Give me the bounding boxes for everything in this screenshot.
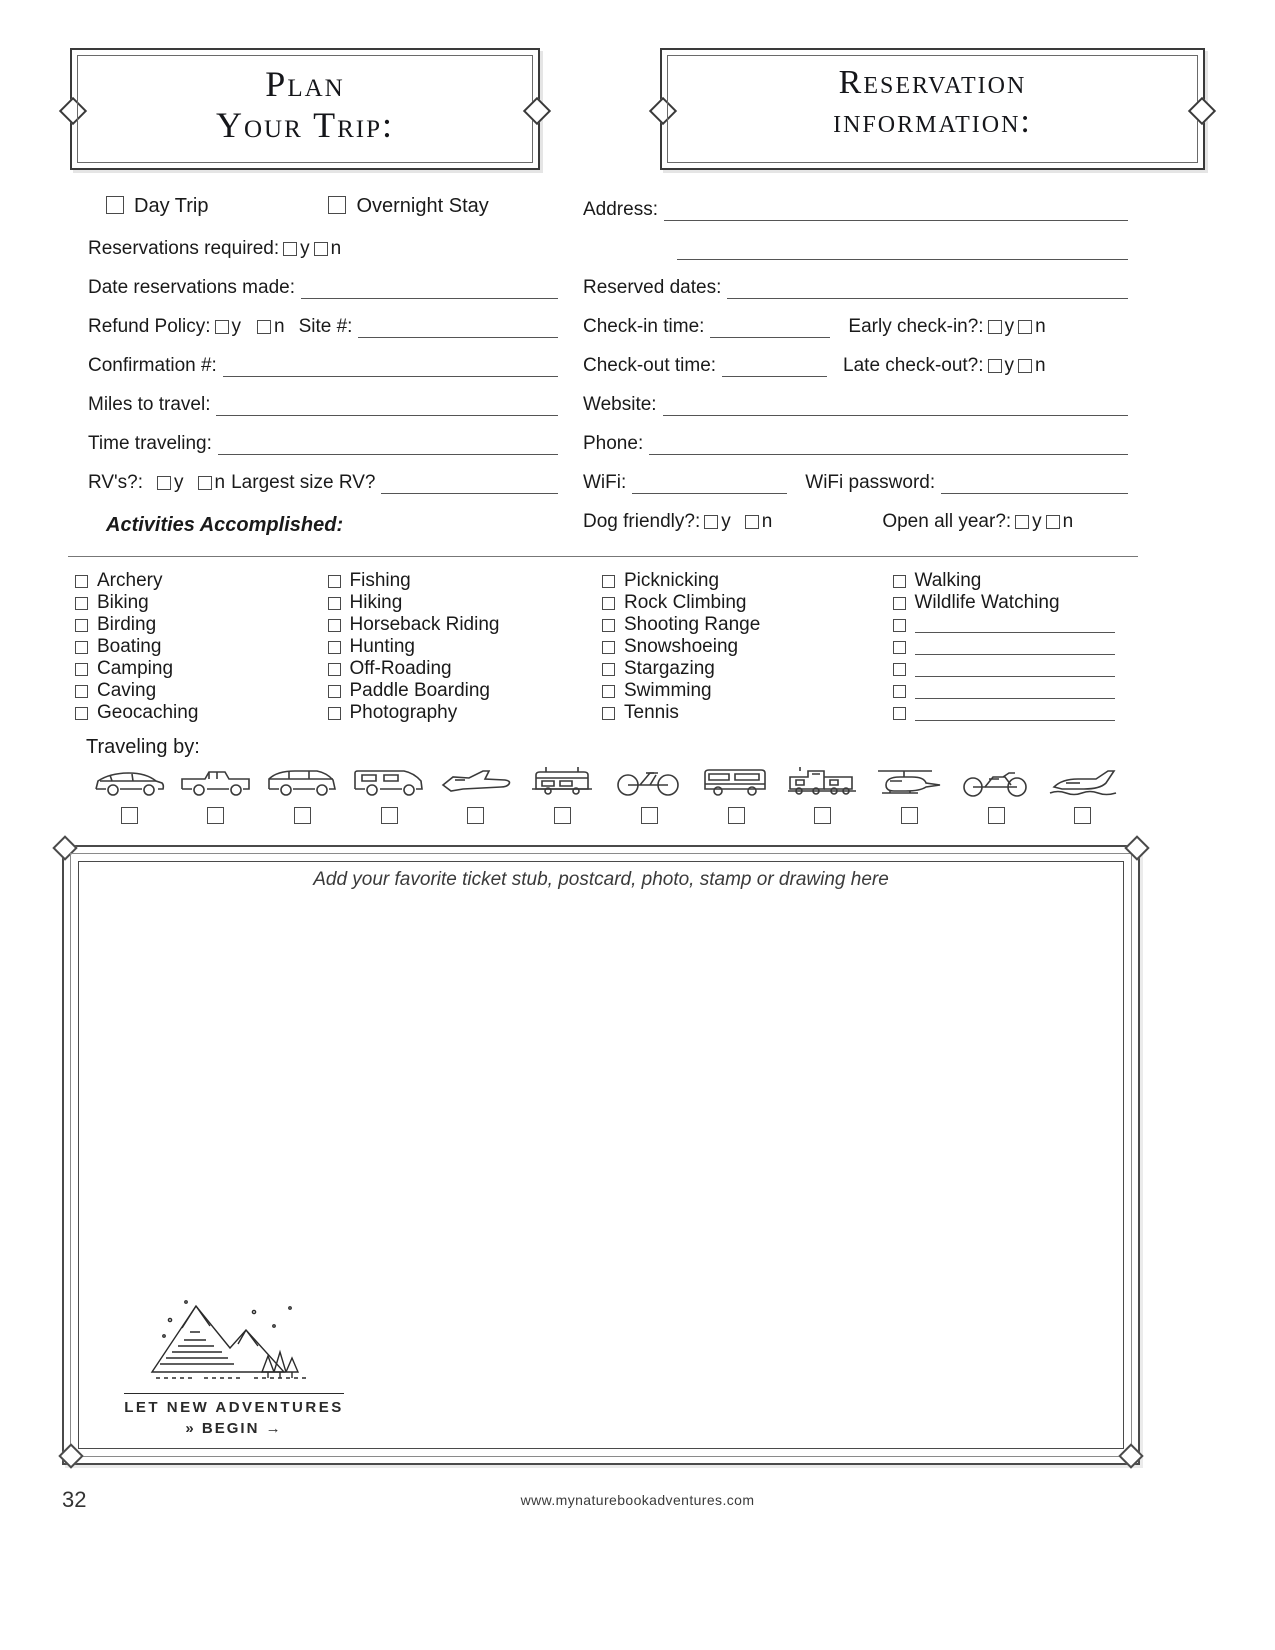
activity-checkbox[interactable] [328, 663, 341, 676]
refund-policy-label: Refund Policy: [88, 316, 211, 337]
traveling-mode-bus[interactable] [693, 765, 779, 827]
frame-caption: Add your favorite ticket stub, postcard, photo, stamp or drawing here [313, 869, 889, 890]
activity-checkbox[interactable] [602, 707, 615, 720]
activity-checkbox[interactable] [75, 663, 88, 676]
activity-item[interactable] [75, 680, 328, 702]
wifi-label: WiFi: [583, 472, 627, 493]
address-input-line-1[interactable] [664, 200, 1128, 221]
late-check-out-label: Late check-out?: [843, 355, 984, 376]
activity-checkbox[interactable] [75, 707, 88, 720]
traveling-mode-bicycle-checkbox[interactable] [641, 807, 658, 824]
activity-blank-input[interactable] [915, 684, 1115, 699]
activities-column-2 [328, 570, 581, 724]
confirmation-input[interactable] [223, 356, 558, 377]
activity-checkbox[interactable] [328, 619, 341, 632]
activity-checkbox[interactable] [602, 619, 615, 632]
activity-label: Horseback Riding [349, 614, 500, 635]
activity-item[interactable] [328, 636, 581, 658]
activities-column-3 [580, 570, 855, 724]
address-label: Address: [583, 199, 658, 220]
wifi-password-input[interactable] [941, 473, 1128, 494]
open-all-year-yes[interactable] [1011, 511, 1042, 533]
activity-item[interactable] [328, 658, 581, 680]
date-reservations-made-row [88, 273, 558, 299]
rv-row [88, 468, 558, 494]
traveling-mode-train-checkbox[interactable] [814, 807, 831, 824]
traveling-mode-jetski[interactable] [1040, 765, 1126, 827]
yes-label: y [1004, 316, 1015, 337]
early-check-in-no-checkbox[interactable] [1018, 320, 1032, 334]
activity-label: Stargazing [624, 658, 715, 679]
footer-website: www.mynaturebookadventures.com [520, 1492, 755, 1508]
yes-label: y [1004, 355, 1015, 376]
activity-label: Photography [349, 702, 458, 723]
yes-label: y [721, 511, 731, 532]
activity-item-blank[interactable] [893, 636, 1146, 658]
reservations-required-label: Reservations required: [88, 238, 280, 259]
trip-type-options [88, 195, 558, 218]
activity-checkbox[interactable] [602, 663, 615, 676]
check-out-time-label: Check-out time: [583, 355, 717, 376]
activities-column-4 [855, 570, 1146, 724]
activity-checkbox[interactable] [893, 597, 906, 610]
activity-checkbox[interactable] [893, 663, 906, 676]
dog-friendly-yes-checkbox[interactable] [704, 515, 718, 529]
activity-blank-input[interactable] [915, 640, 1115, 655]
motorcycle-icon [959, 765, 1033, 799]
car-icon [92, 765, 166, 799]
badge-line-1: LET NEW ADVENTURES [124, 1393, 344, 1416]
late-check-out-no-checkbox[interactable] [1018, 359, 1032, 373]
header-banners [70, 48, 1205, 170]
activity-checkbox[interactable] [75, 575, 88, 588]
early-check-in-yes-checkbox[interactable] [988, 320, 1002, 334]
activity-label: Shooting Range [624, 614, 761, 635]
traveling-mode-suv[interactable] [259, 765, 345, 827]
refund-policy-no[interactable] [253, 316, 285, 338]
activity-item[interactable] [602, 570, 855, 592]
badge-line-2: » BEGIN → [185, 1420, 283, 1437]
activity-checkbox[interactable] [75, 685, 88, 698]
check-out-row [583, 351, 1128, 377]
activity-label: Hunting [349, 636, 415, 657]
reservation-information-banner [660, 48, 1205, 170]
page-number: 32 [62, 1487, 87, 1512]
activity-checkbox[interactable] [893, 685, 906, 698]
traveling-mode-airplane[interactable] [433, 765, 519, 827]
activity-label: Paddle Boarding [349, 680, 490, 701]
traveling-mode-train[interactable] [780, 765, 866, 827]
date-reservations-made-input[interactable] [301, 278, 558, 299]
activity-label: Hiking [349, 592, 403, 613]
activity-item[interactable] [75, 658, 328, 680]
early-check-in-no[interactable] [1014, 316, 1046, 338]
reserved-dates-row [583, 273, 1128, 299]
traveling-mode-motorcycle-checkbox[interactable] [988, 807, 1005, 824]
van-icon [352, 765, 426, 799]
activity-label: Tennis [624, 702, 679, 723]
activity-label: Swimming [624, 680, 712, 701]
rv-no[interactable] [194, 472, 226, 494]
overnight-stay-option[interactable] [328, 195, 488, 218]
no-label: n [761, 511, 773, 532]
activity-checkbox[interactable] [602, 575, 615, 588]
website-row [583, 390, 1128, 416]
activity-item[interactable] [328, 702, 581, 724]
activity-label: Birding [97, 614, 157, 635]
open-all-year-no[interactable] [1042, 511, 1074, 533]
miles-to-travel-row [88, 390, 558, 416]
rv-yes[interactable] [153, 472, 184, 494]
activity-item[interactable] [328, 614, 581, 636]
activity-item-blank[interactable] [893, 614, 1146, 636]
activity-checkbox[interactable] [602, 641, 615, 654]
rv-yes-checkbox[interactable] [157, 476, 171, 490]
reserved-dates-input[interactable] [727, 278, 1128, 299]
activity-item[interactable] [602, 592, 855, 614]
address-row [583, 195, 1128, 221]
open-all-year-label: Open all year?: [882, 511, 1012, 532]
activity-label: Picknicking [624, 570, 720, 591]
jetski-icon [1046, 765, 1120, 799]
reservations-required-yes[interactable] [279, 238, 310, 260]
late-check-out-no[interactable] [1014, 355, 1046, 377]
traveling-mode-van[interactable] [346, 765, 432, 827]
traveling-mode-helicopter[interactable] [866, 765, 952, 827]
reservations-required-no-checkbox[interactable] [314, 242, 328, 256]
wifi-input[interactable] [632, 473, 787, 494]
yes-label: y [300, 238, 310, 259]
activities-column-1 [75, 570, 328, 724]
day-trip-option[interactable] [106, 195, 208, 218]
activity-item[interactable] [328, 680, 581, 702]
suv-icon [265, 765, 339, 799]
activity-checkbox[interactable] [328, 707, 341, 720]
dog-friendly-no-checkbox[interactable] [745, 515, 759, 529]
activity-checkbox[interactable] [328, 685, 341, 698]
overnight-stay-checkbox[interactable] [328, 196, 346, 214]
check-in-row [583, 312, 1128, 338]
activity-label: Caving [97, 680, 157, 701]
dog-friendly-yes[interactable] [700, 511, 731, 533]
late-check-out-yes-checkbox[interactable] [988, 359, 1002, 373]
activity-checkbox[interactable] [602, 597, 615, 610]
yes-label: y [231, 316, 242, 337]
traveling-mode-pickup-truck[interactable] [173, 765, 259, 827]
check-out-time-input[interactable] [722, 356, 827, 377]
check-in-time-input[interactable] [710, 317, 830, 338]
activity-checkbox[interactable] [893, 707, 906, 720]
traveling-mode-jetski-checkbox[interactable] [1074, 807, 1091, 824]
activity-label: Camping [97, 658, 174, 679]
largest-size-rv-input[interactable] [381, 473, 558, 494]
bicycle-icon [612, 765, 686, 799]
activity-checkbox[interactable] [328, 575, 341, 588]
pickup-truck-icon [179, 765, 253, 799]
traveling-mode-bus-checkbox[interactable] [728, 807, 745, 824]
site-number-label: Site #: [298, 316, 353, 337]
reservations-required-yes-checkbox[interactable] [283, 242, 297, 256]
plan-your-trip-banner [70, 48, 540, 170]
confirmation-label: Confirmation #: [88, 355, 217, 376]
activity-label: Archery [97, 570, 163, 591]
trolley-icon [526, 765, 600, 799]
rv-no-checkbox[interactable] [198, 476, 212, 490]
largest-size-rv-label: Largest size RV? [231, 472, 376, 493]
activity-checkbox[interactable] [893, 641, 906, 654]
traveling-mode-airplane-checkbox[interactable] [467, 807, 484, 824]
activity-label: Walking [914, 570, 982, 591]
traveling-mode-suv-checkbox[interactable] [294, 807, 311, 824]
activity-checkbox[interactable] [75, 597, 88, 610]
rv-label: RV's?: [88, 472, 144, 493]
activity-checkbox[interactable] [893, 619, 906, 632]
activity-checkbox[interactable] [602, 685, 615, 698]
reservations-required-no[interactable] [310, 238, 342, 260]
banner-titles [72, 50, 538, 162]
activity-blank-input[interactable] [915, 662, 1115, 677]
yes-label: y [1032, 511, 1042, 532]
activity-label: Off-Roading [349, 658, 452, 679]
traveling-mode-motorcycle[interactable] [953, 765, 1039, 827]
activity-item[interactable] [75, 570, 328, 592]
section-divider [68, 556, 1138, 557]
reservations-required-row [88, 234, 558, 260]
check-in-time-label: Check-in time: [583, 316, 705, 337]
traveling-mode-pickup-truck-checkbox[interactable] [207, 807, 224, 824]
no-label: n [1035, 316, 1046, 337]
phone-label: Phone: [583, 433, 644, 454]
overnight-stay-label: Overnight Stay [356, 195, 489, 217]
activities-grid [75, 570, 1145, 724]
phone-row [583, 429, 1128, 455]
activity-item[interactable] [602, 658, 855, 680]
activity-item[interactable] [328, 570, 581, 592]
activity-checkbox[interactable] [75, 641, 88, 654]
activity-item-blank[interactable] [893, 658, 1146, 680]
activity-label: Geocaching [97, 702, 199, 723]
address-row-2 [583, 234, 1128, 260]
no-label: n [1035, 355, 1046, 376]
activity-item[interactable] [602, 614, 855, 636]
traveling-by-section [86, 736, 1136, 827]
site-number-input[interactable] [358, 317, 558, 338]
train-icon [786, 765, 860, 799]
wifi-password-label: WiFi password: [805, 472, 936, 493]
traveling-mode-van-checkbox[interactable] [381, 807, 398, 824]
wifi-row [583, 468, 1128, 494]
bus-icon [699, 765, 773, 799]
time-traveling-input[interactable] [218, 434, 558, 455]
open-all-year-no-checkbox[interactable] [1046, 515, 1060, 529]
refund-policy-yes[interactable] [211, 316, 242, 338]
reserved-dates-label: Reserved dates: [583, 277, 722, 298]
activity-label: Wildlife Watching [914, 592, 1060, 613]
plan-title-line-1: Plan [265, 64, 345, 104]
adventure-badge [124, 1286, 344, 1437]
activity-checkbox[interactable] [75, 619, 88, 632]
traveling-mode-bicycle[interactable] [606, 765, 692, 827]
activity-item[interactable] [328, 592, 581, 614]
activity-item[interactable] [602, 636, 855, 658]
activity-blank-input[interactable] [915, 618, 1115, 633]
activity-checkbox[interactable] [328, 597, 341, 610]
date-reservations-made-label: Date reservations made: [88, 277, 295, 298]
website-label: Website: [583, 394, 657, 415]
no-label: n [274, 316, 285, 337]
time-traveling-row [88, 429, 558, 455]
late-check-out-yes[interactable] [984, 355, 1015, 377]
early-check-in-label: Early check-in?: [848, 316, 984, 337]
day-trip-label: Day Trip [134, 195, 209, 217]
day-trip-checkbox[interactable] [106, 196, 124, 214]
open-all-year-yes-checkbox[interactable] [1015, 515, 1029, 529]
dog-friendly-label: Dog friendly?: [583, 511, 701, 532]
plan-title-line-2: Your Trip: [215, 105, 395, 146]
banner-titles [662, 50, 1203, 158]
plan-your-trip-section [88, 195, 558, 537]
no-label: n [330, 238, 342, 259]
activity-label: Rock Climbing [624, 592, 747, 613]
activity-label: Boating [97, 636, 162, 657]
activity-item[interactable] [893, 592, 1146, 614]
address-input-line-2[interactable] [677, 239, 1128, 260]
reservation-information-section [583, 195, 1128, 546]
yes-label: y [174, 472, 184, 493]
activity-checkbox[interactable] [328, 641, 341, 654]
helicopter-icon [872, 765, 946, 799]
refund-policy-row [88, 312, 558, 338]
website-input[interactable] [663, 395, 1128, 416]
activity-label: Biking [97, 592, 149, 613]
phone-input[interactable] [649, 434, 1128, 455]
activity-label: Fishing [349, 570, 411, 591]
refund-policy-no-checkbox[interactable] [257, 320, 271, 334]
confirmation-row [88, 351, 558, 377]
early-check-in-yes[interactable] [984, 316, 1015, 338]
activity-item[interactable] [602, 680, 855, 702]
memento-frame [62, 845, 1140, 1465]
activity-item[interactable] [75, 614, 328, 636]
activities-accomplished-title: Activities Accomplished: [106, 514, 344, 536]
no-label: n [214, 472, 226, 493]
traveling-mode-helicopter-checkbox[interactable] [901, 807, 918, 824]
refund-policy-yes-checkbox[interactable] [215, 320, 229, 334]
traveling-mode-car-checkbox[interactable] [121, 807, 138, 824]
mountain-badge-icon [134, 1286, 334, 1386]
traveling-mode-car[interactable] [86, 765, 172, 827]
time-traveling-label: Time traveling: [88, 433, 212, 454]
dog-open-row [583, 507, 1128, 533]
activity-item-blank[interactable] [893, 680, 1146, 702]
activity-label: Snowshoeing [624, 636, 739, 657]
activity-item[interactable] [602, 702, 855, 724]
activity-item[interactable] [75, 636, 328, 658]
activity-checkbox[interactable] [893, 575, 906, 588]
activity-item[interactable] [893, 570, 1146, 592]
activity-blank-input[interactable] [915, 706, 1115, 721]
activity-item-blank[interactable] [893, 702, 1146, 724]
activity-item[interactable] [75, 702, 328, 724]
traveling-mode-trolley-checkbox[interactable] [554, 807, 571, 824]
reservation-title-line-2: information: [833, 102, 1032, 140]
no-label: n [1062, 511, 1074, 532]
traveling-by-label: Traveling by: [86, 736, 200, 758]
reservation-title-line-1: Reservation [838, 64, 1027, 101]
miles-to-travel-input[interactable] [216, 395, 558, 416]
airplane-icon [439, 765, 513, 799]
dog-friendly-no[interactable] [741, 511, 773, 533]
traveling-mode-trolley[interactable] [520, 765, 606, 827]
traveling-by-icons [86, 765, 1136, 827]
activity-item[interactable] [75, 592, 328, 614]
miles-to-travel-label: Miles to travel: [88, 394, 211, 415]
